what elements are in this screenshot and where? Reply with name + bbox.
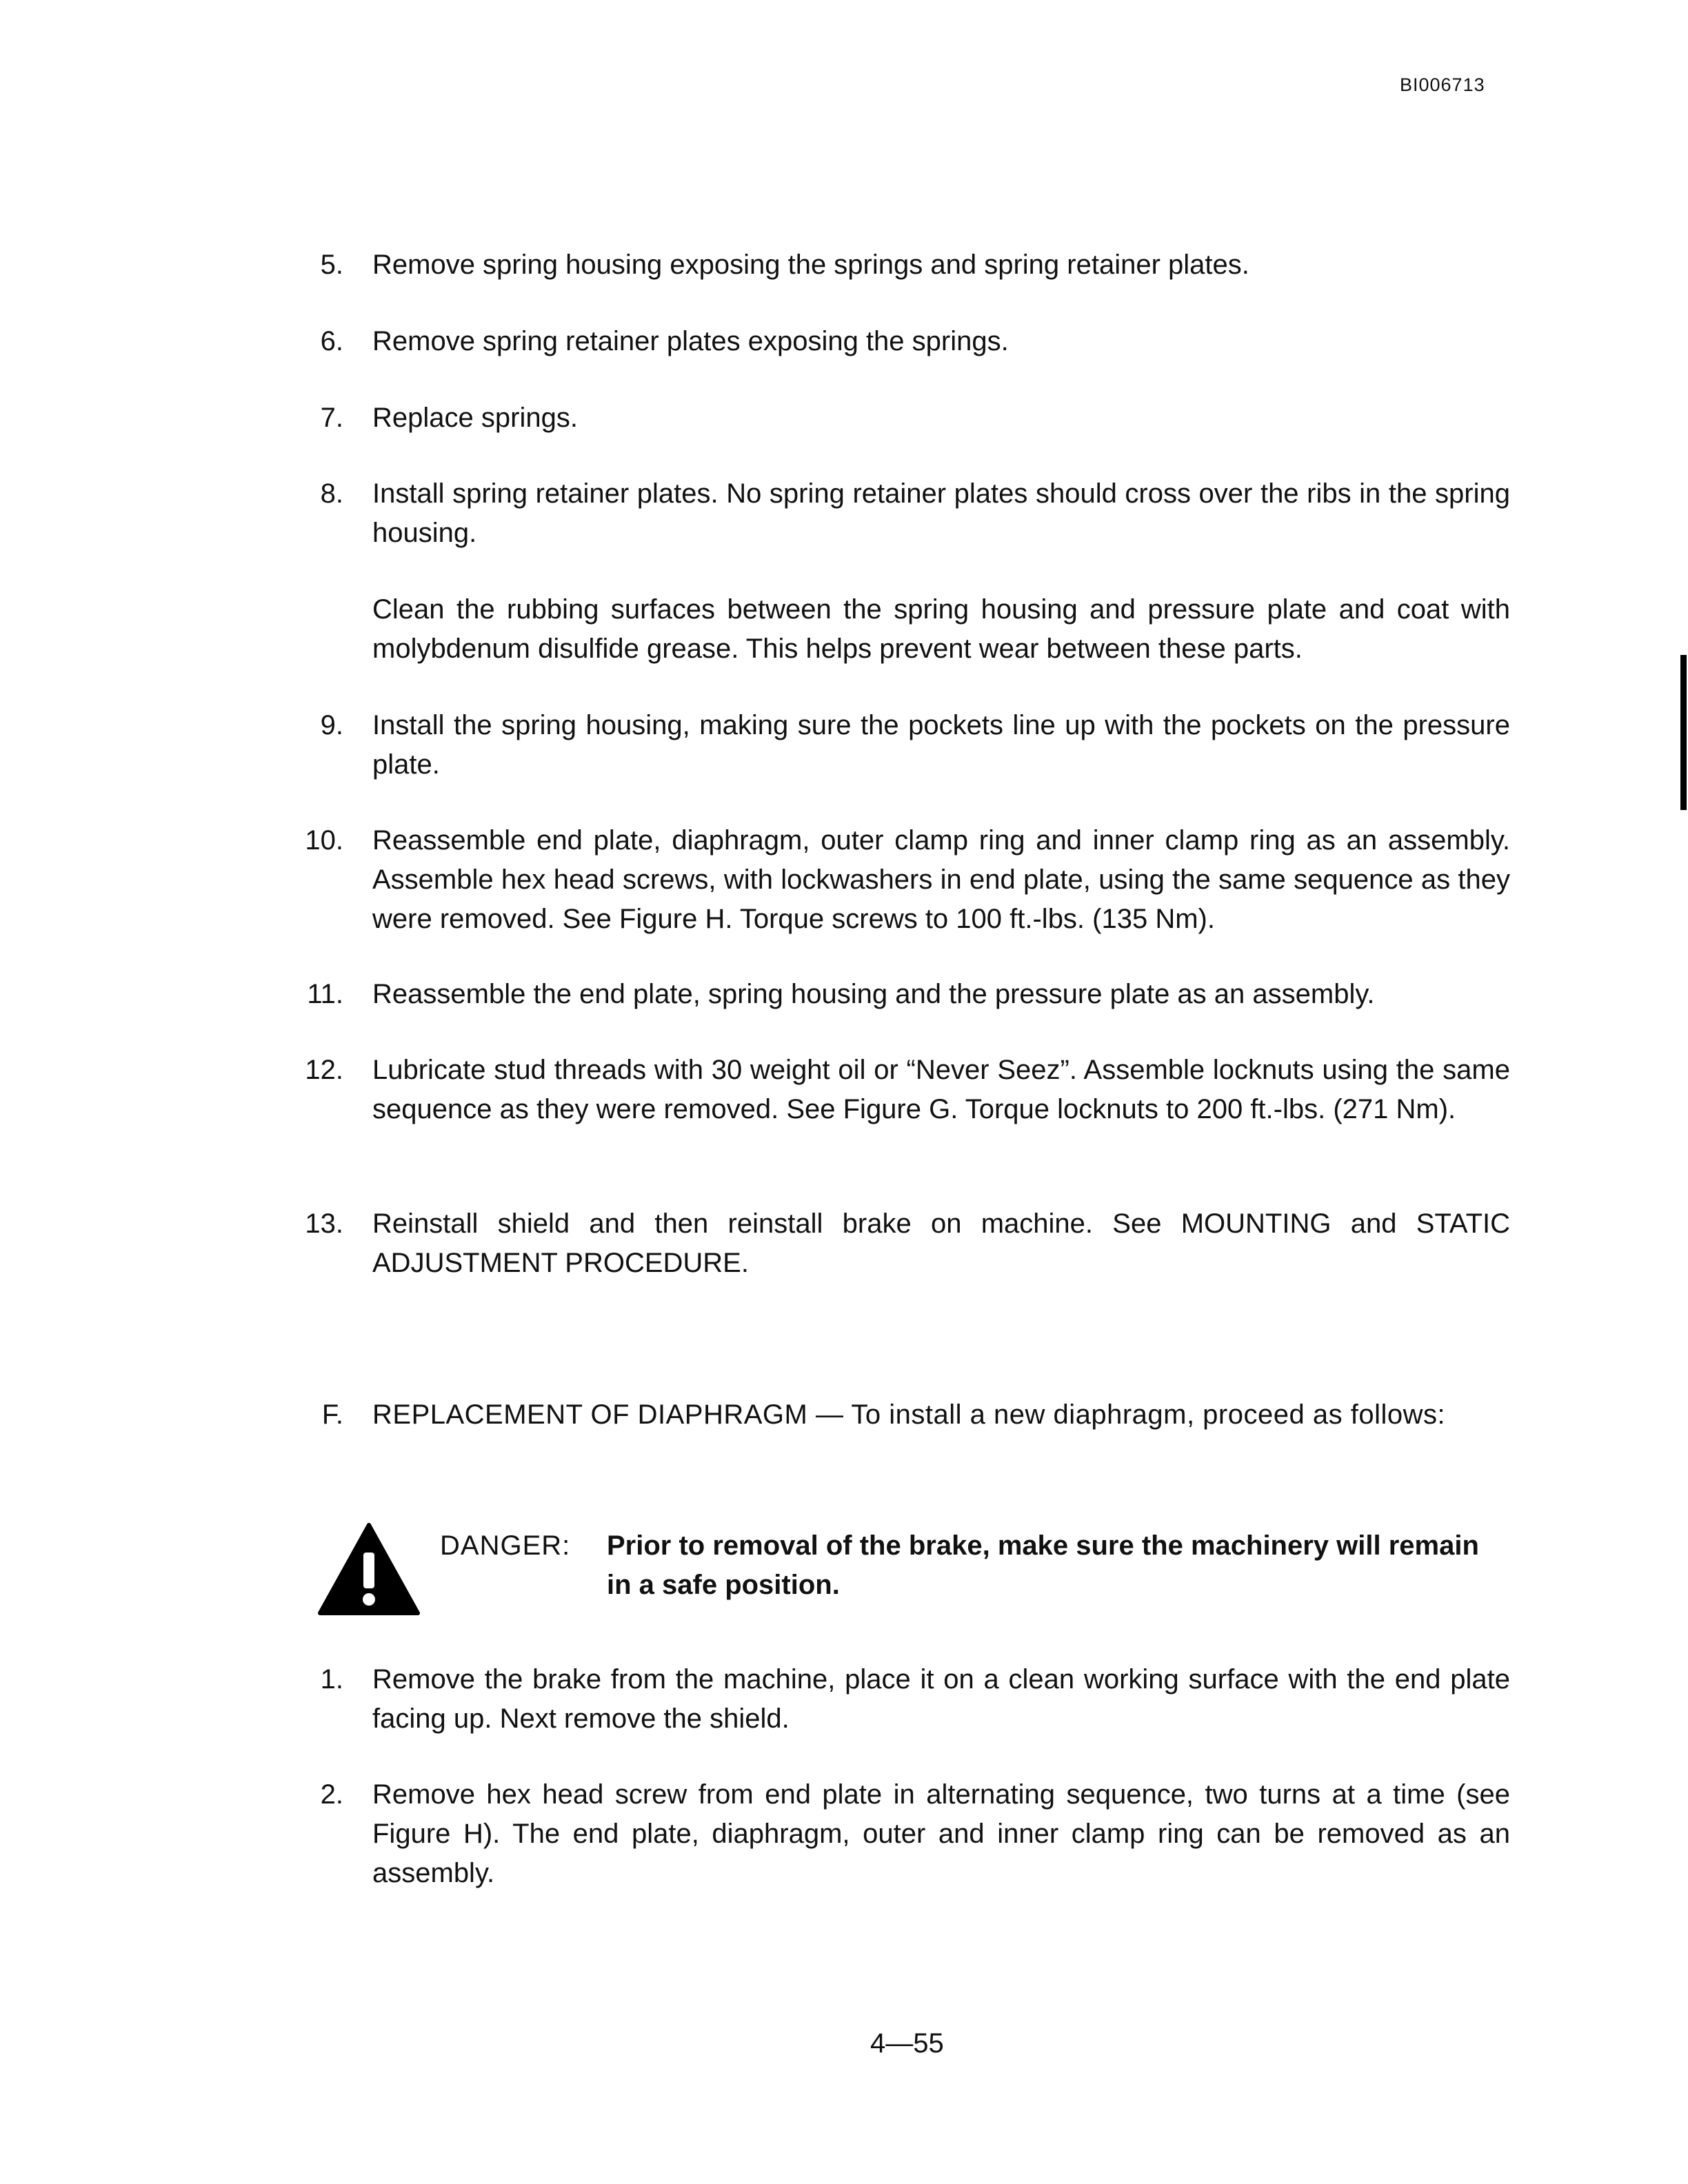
step-number: 6. [320,326,343,356]
step-number: 10. [305,825,343,856]
section-heading: REPLACEMENT OF DIAPHRAGM — To install a new diaphragm, proceed as follows: [372,1399,1446,1430]
revision-bar [1680,655,1687,810]
step-text: Remove spring housing exposing the springs and spring retainer plates. [372,250,1249,280]
step-number: 2. [320,1779,343,1810]
step-text: Remove hex head screw from end plate in alternating sequence, two turns at a time (see Figure H). The end plate, diaphragm, outer and inner clamp ring can be removed as an assembly. [372,1779,1510,1888]
page-number: 4—55 [870,2028,944,2059]
step-number: 1. [320,1664,343,1695]
step-text: Reassemble end plate, diaphragm, outer clamp ring and inner clamp ring as an assembly. Assemble hex head screws, with lockwashers in end plate, using the same sequence as they were removed. See Figure H. Torque screws to 100 ft.-lbs. (135 Nm). [372,825,1510,934]
step-number: 13. [305,1209,343,1239]
warning-triangle-icon [317,1522,421,1616]
step-text: Remove spring retainer plates exposing the springs. [372,326,1009,356]
step-number: 5. [320,250,343,280]
step-number: 7. [320,403,343,433]
step-number: 8. [320,478,343,509]
step-text: Reassemble the end plate, spring housing and the pressure plate as an assembly. [372,979,1375,1009]
step-text: Replace springs. [372,403,578,433]
step-number: 9. [320,710,343,740]
document-id: BI006713 [1400,74,1485,95]
step-text: Lubricate stud threads with 30 weight oil or “Never Seez”. Assemble locknuts using the same sequence as they were removed. See Figure G. Torque locknuts to 200 ft.-lbs. (271 Nm). [372,1055,1510,1124]
danger-label: DANGER: [440,1530,571,1561]
step-number: 12. [305,1055,343,1085]
step-text: Reinstall shield and then reinstall brake on machine. See MOUNTING and STATIC ADJUSTMENT PROCEDURE. [372,1209,1510,1278]
step-number: 11. [307,979,343,1009]
step-text: Install the spring housing, making sure the pockets line up with the pockets on the pressure plate. [372,710,1510,780]
section-letter: F. [321,1399,343,1430]
danger-text: Prior to removal of the brake, make sure the machinery will remain in a safe position. [607,1530,1479,1600]
step-text: Remove the brake from the machine, place it on a clean working surface with the end plate facing up. Next remove the shield. [372,1664,1510,1734]
step-note: Clean the rubbing surfaces between the spring housing and pressure plate and coat with molybdenum disulfide grease. This helps prevent wear between these parts. [372,594,1510,664]
step-text: Install spring retainer plates. No spring retainer plates should cross over the ribs in the spring housing. [372,478,1510,548]
